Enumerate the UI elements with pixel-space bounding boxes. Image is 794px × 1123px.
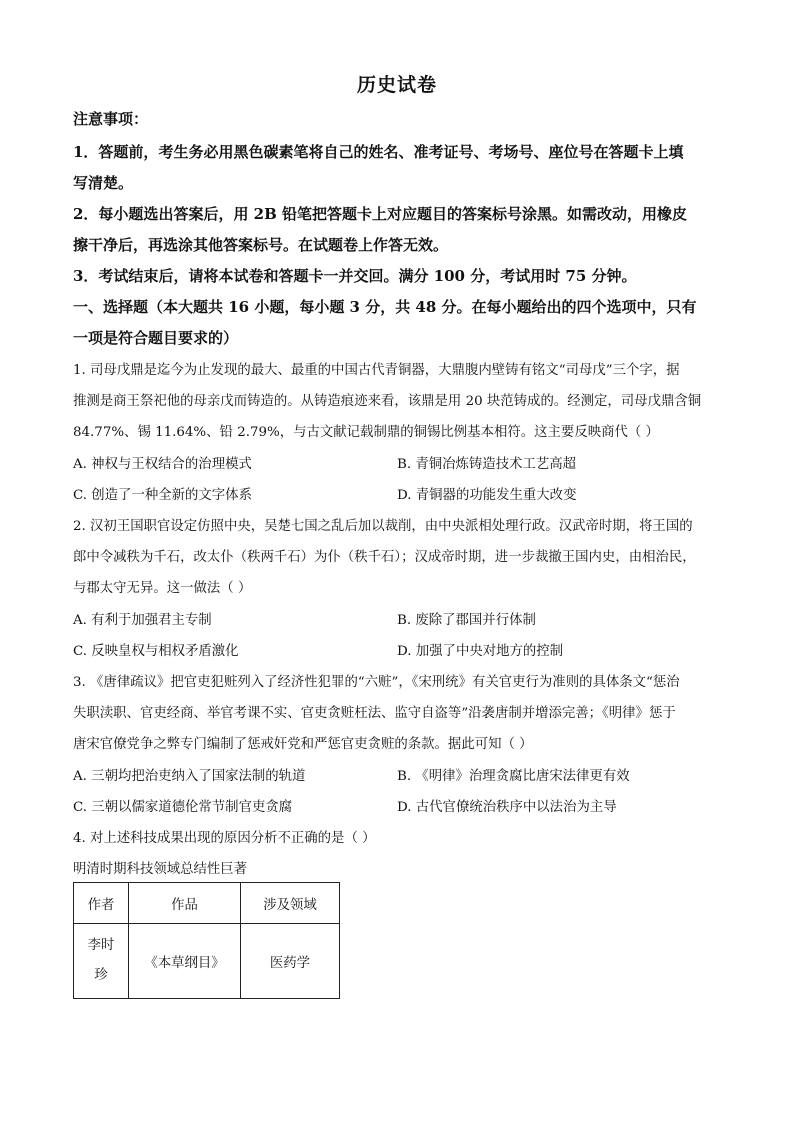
question-2-stem-line-1: 2. 汉初王国职官设定仿照中央，吴楚七国之乱后加以裁削，由中央派相处理行政。汉武帝时期，将王国的 (73, 519, 693, 534)
question-1-stem-line-2: 推测是商王祭祀他的母亲戊而铸造的。从铸造痕迹来看，该鼎是用 20 块范铸成的。经测定，司母戊鼎含铜 (73, 394, 702, 409)
question-1-option-d[interactable]: D. 青铜器的功能发生重大改变 (397, 488, 577, 503)
question-1-stem-line-3: 84.77%、锡 11.64%、铅 2.79%，与古文献记载制鼎的铜锡比例基本相符。这主要反映商代（ ） (73, 425, 659, 440)
question-1-stem-line-1: 1. 司母戊鼎是迄今为止发现的最大、最重的中国古代青铜器，大鼎腹内壁铸有铭文“司母戊”三个字，据 (73, 363, 680, 378)
table-header-cell: 作者 (74, 883, 129, 924)
question-3-option-b[interactable]: B. 《明律》治理贪腐比唐宋法律更有效 (397, 769, 630, 784)
table-caption: 明清时期科技领域总结性巨著 (73, 862, 248, 877)
notice-item-1-line-2: 写清楚。 (73, 174, 134, 192)
table-row (74, 924, 340, 999)
table-header-row (74, 883, 340, 924)
question-1-option-c[interactable]: C. 创造了一种全新的文字体系 (73, 488, 252, 503)
question-3-option-a[interactable]: A. 三朝均把治吏纳入了国家法制的轨道 (73, 769, 306, 784)
question-2-stem-line-3: 与郡太守无异。这一做法（ ） (73, 581, 252, 596)
table-cell-author: 李时珍 (74, 924, 129, 999)
question-3-option-d[interactable]: D. 古代官僚统治秩序中以法治为主导 (397, 800, 617, 815)
question-2-option-b[interactable]: B. 废除了郡国并行体制 (397, 613, 536, 628)
table-header-cell: 作品 (129, 883, 241, 924)
question-2-option-d[interactable]: D. 加强了中央对地方的控制 (397, 644, 564, 659)
works-table (73, 882, 340, 999)
section-heading-line-2: 一项是符合题目要求的） (73, 329, 239, 347)
question-4-stem: 4. 对上述科技成果出现的原因分析不正确的是（ ） (73, 831, 376, 846)
table-cell-field: 医药学 (241, 924, 340, 999)
notice-item-2-line-1: 2．每小题选出答案后，用 2B 铅笔把答题卡上对应题目的答案标号涂黑。如需改动，用橡皮 (73, 205, 688, 223)
question-2-option-a[interactable]: A. 有利于加强君主专制 (73, 613, 212, 628)
table-header-cell: 涉及领域 (241, 883, 340, 924)
page-title: 历史试卷 (356, 74, 437, 96)
notice-heading: 注意事项： (73, 110, 149, 128)
table-cell-work: 《本草纲目》 (129, 924, 241, 999)
question-3-option-c[interactable]: C. 三朝以儒家道德伦常节制官吏贪腐 (73, 800, 293, 815)
question-2-stem-line-2: 郎中令减秩为千石，改太仆（秩两千石）为仆（秩千石）；汉成帝时期，进一步裁撤王国内史，由相治民， (73, 550, 696, 565)
question-1-option-a[interactable]: A. 神权与王权结合的治理模式 (73, 457, 252, 472)
question-2-option-c[interactable]: C. 反映皇权与相权矛盾激化 (73, 644, 239, 659)
notice-item-1-line-1: 1．答题前，考生务必用黑色碳素笔将自己的姓名、准考证号、考场号、座位号在答题卡上填 (73, 143, 684, 161)
question-3-stem-line-2: 失职渎职、官吏经商、举官考课不实、官吏贪赃枉法、监守自盗等”沿袭唐制并增添完善；《明律》惩于 (73, 706, 676, 721)
notice-item-2-line-2: 擦干净后，再选涂其他答案标号。在试题卷上作答无效。 (73, 236, 449, 254)
question-3-stem-line-1: 3. 《唐律疏议》把官吏犯赃列入了经济性犯罪的“六赃”，《宋刑统》有关官吏行为准则的具体条文“惩治 (73, 675, 680, 690)
notice-item-3: 3．考试结束后，请将本试卷和答题卡一并交回。满分 100 分，考试用时 75 分钟。 (73, 267, 637, 285)
question-1-option-b[interactable]: B. 青铜冶炼铸造技术工艺高超 (397, 457, 577, 472)
question-3-stem-line-3: 唐宋官僚党争之弊专门编制了惩戒奸党和严惩官吏贪赃的条款。据此可知（ ） (73, 737, 533, 752)
section-heading-line-1: 一、选择题（本大题共 16 小题，每小题 3 分，共 48 分。在每小题给出的四个选项中，只有 (73, 298, 697, 316)
